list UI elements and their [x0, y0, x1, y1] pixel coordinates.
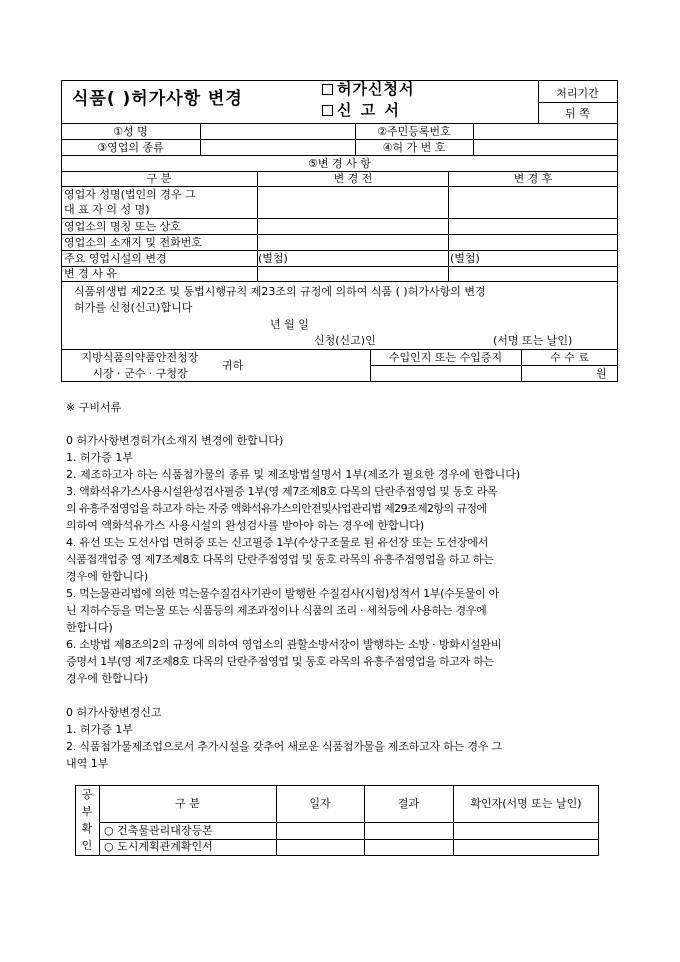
permit-change-line: 식품접객업중 영 제7조제8호 다목의 단란주점영업 및 동호 라목의 유흥주점영업을 하고 하는 — [66, 553, 494, 566]
recipient-suffix: 귀하 — [222, 359, 244, 372]
official-check-item: ○ 도시계획관계확인서 — [104, 840, 213, 853]
recipient-line2: 시장 · 군수 · 구청장 — [92, 367, 188, 380]
report-change-line: 2. 식품첨가물제조업으로서 추가시설을 갖추어 새로운 식품첨가물을 제조하고자 하는 경우 그 — [66, 740, 502, 753]
declaration-line1: 식품위생법 제22조 및 동법시행규칙 제23조의 규정에 의하여 식품 ( )허가사항의 변경 — [74, 285, 486, 298]
change-row-category: 주요 영업시설의 변경 — [64, 252, 167, 265]
official-check-side-label: 확 — [81, 822, 93, 835]
change-row-after-field[interactable] — [449, 187, 617, 217]
official-check-col-result: 결과 — [397, 797, 420, 810]
documents-heading: ※ 구비서류 — [66, 401, 122, 414]
official-check-side-label: 공 — [81, 788, 93, 801]
official-check-col-date: 일자 — [309, 797, 331, 810]
official-check-date-field[interactable] — [277, 823, 363, 838]
form-title: 식품( )허가사항 변경 — [72, 89, 243, 109]
applicant-row-line — [61, 155, 618, 156]
official-check-result-field[interactable] — [365, 823, 452, 838]
official-check-side-label: 인 — [81, 839, 93, 852]
resident-no-label: ②주민등록번호 — [377, 125, 451, 138]
permit-no-label: ④허 가 번 호 — [382, 141, 446, 154]
official-check-col-confirmer: 확인자(서명 또는 날인) — [470, 797, 582, 810]
permit-change-line: 경우에 한합니다) — [66, 570, 149, 583]
change-row-category: 영업소의 소재지 및 전화번호 — [64, 236, 203, 249]
permit-change-line: 한합니다) — [66, 621, 113, 634]
stamp-label: 수입인지 또는 수입증지 — [388, 351, 503, 364]
option-permit-application-label: 허가신청서 — [337, 80, 415, 98]
change-row-after-field[interactable] — [449, 235, 617, 249]
processing-period-value: 뒤 쪽 — [565, 107, 590, 120]
option-report[interactable] — [322, 101, 401, 119]
resident-no-field[interactable] — [474, 124, 617, 138]
changes-col-category: 구 분 — [146, 172, 172, 185]
change-row-category: 영업소의 명칭 또는 상호 — [64, 220, 181, 233]
change-row-before-field[interactable] — [258, 235, 447, 249]
checkbox-report[interactable] — [322, 105, 333, 116]
stamp-area[interactable] — [371, 366, 520, 381]
report-change-title: 0 허가사항변경신고 — [66, 706, 162, 719]
declaration-line2: 허가를 신청(신고)합니다 — [74, 301, 193, 314]
permit-change-line: 3. 액화석유가스사용시설완성검사필증 1부(영 제7조제8호 다목의 단란주점영업 및 동호 라목 — [66, 485, 498, 498]
official-check-col-line — [99, 785, 100, 856]
change-row-before-field[interactable] — [258, 219, 447, 233]
change-row-before[interactable]: (별첨) — [258, 252, 288, 265]
official-check-col-category: 구 분 — [175, 797, 200, 810]
processing-mid-line — [538, 102, 617, 103]
official-check-side-label: 부 — [81, 805, 93, 818]
permit-change-line: 닌 지하수등을 먹는물 또는 식품등의 제조과정이나 식품의 조리 · 세척등에 사용하는 경우에 — [66, 604, 487, 617]
change-row-after-field[interactable] — [449, 267, 617, 280]
permit-change-line: 5. 먹는물관리법에 의한 먹는물수질검사기관이 발행한 수질검사(시험)성적서 1부(수돗물이 아 — [66, 587, 500, 600]
processing-period-label: 처리기간 — [556, 87, 599, 100]
permit-change-line: 2. 제조하고자 하는 식품첨가물의 종류 및 제조방법설명서 1부(제조가 필요한 경우에 한합니다) — [66, 468, 521, 481]
declaration-date[interactable]: 년 월 일 — [270, 318, 309, 331]
signature-hint[interactable]: (서명 또는 날인) — [493, 334, 573, 347]
report-change-section — [66, 704, 614, 772]
permit-change-title: 0 허가사항변경허가(소재지 변경에 한합니다) — [66, 434, 284, 447]
recipient-line1: 지방식품의약품안전청장 — [81, 351, 199, 364]
change-row-after[interactable]: (별첨) — [450, 252, 480, 265]
business-type-label: ③영업의 종류 — [97, 141, 164, 154]
recipient-top-line — [61, 349, 618, 350]
change-row-category: 변 경 사 유 — [64, 267, 117, 280]
business-type-field[interactable] — [201, 140, 354, 154]
permit-change-line: 증명서 1부(영 제7조제8호 다목의 단란주점영업 및 동호 라목의 유흥주점영업을 하고자 하는 — [66, 655, 494, 668]
permit-change-line: 의하여 액화석유가스 사용시설의 완성검사를 받아야 하는 경우에 한합니다) — [66, 519, 425, 532]
report-change-line: 1. 허가증 1부 — [66, 723, 133, 736]
changes-col-before: 변 경 전 — [333, 172, 373, 185]
permit-no-field[interactable] — [474, 140, 617, 154]
official-check-result-field[interactable] — [365, 840, 452, 855]
option-permit-application[interactable] — [322, 80, 415, 98]
fee-label: 수 수 료 — [550, 351, 589, 364]
permit-change-line: 4. 유선 또는 도선사업 면허증 또는 신고필증 1부(수상구조물로 된 유선장 또는 도선장에서 — [66, 536, 489, 549]
permit-change-section — [66, 432, 614, 687]
official-check-date-field[interactable] — [277, 840, 363, 855]
official-check-confirmer-field[interactable] — [454, 840, 598, 855]
change-row-line — [61, 250, 618, 251]
change-row-before-field[interactable] — [258, 187, 447, 217]
name-field[interactable] — [201, 124, 354, 138]
checkbox-permit-application[interactable] — [322, 84, 333, 95]
permit-change-line: 6. 소방법 제8조의2의 규정에 의하여 영업소의 관할소방서장이 발행하는 소방 · 방화시설완비 — [66, 638, 502, 651]
change-row-before-field[interactable] — [258, 267, 447, 280]
permit-change-line: 의 유흥주점영업을 하고자 하는 자중 액화석유가스의안전및사업관리법 제29조제2항의 규정에 — [66, 502, 487, 515]
name-label: ①성 명 — [113, 125, 148, 138]
applicant-signature-label: 신청(신고)인 — [314, 334, 376, 347]
change-row-category: 영업자 성명(법인의 경우 그 — [64, 188, 196, 201]
official-check-confirmer-field[interactable] — [454, 823, 598, 838]
change-row-after-field[interactable] — [449, 219, 617, 233]
permit-change-line: 경우에 한합니다) — [66, 672, 149, 685]
fee-unit: 원 — [596, 367, 607, 380]
option-report-label: 신 고 서 — [337, 101, 401, 119]
changes-bottom-line — [61, 281, 618, 282]
official-check-item: ○ 건축물관리대장등본 — [104, 824, 213, 837]
report-change-line: 내역 1부 — [66, 757, 109, 770]
changes-section-label: ⑤변 경 사 항 — [308, 157, 371, 170]
change-row-category: 대 표 자 의 성 명) — [64, 203, 150, 216]
permit-change-line: 1. 허가증 1부 — [66, 451, 133, 464]
changes-col-after: 변 경 후 — [513, 172, 553, 185]
